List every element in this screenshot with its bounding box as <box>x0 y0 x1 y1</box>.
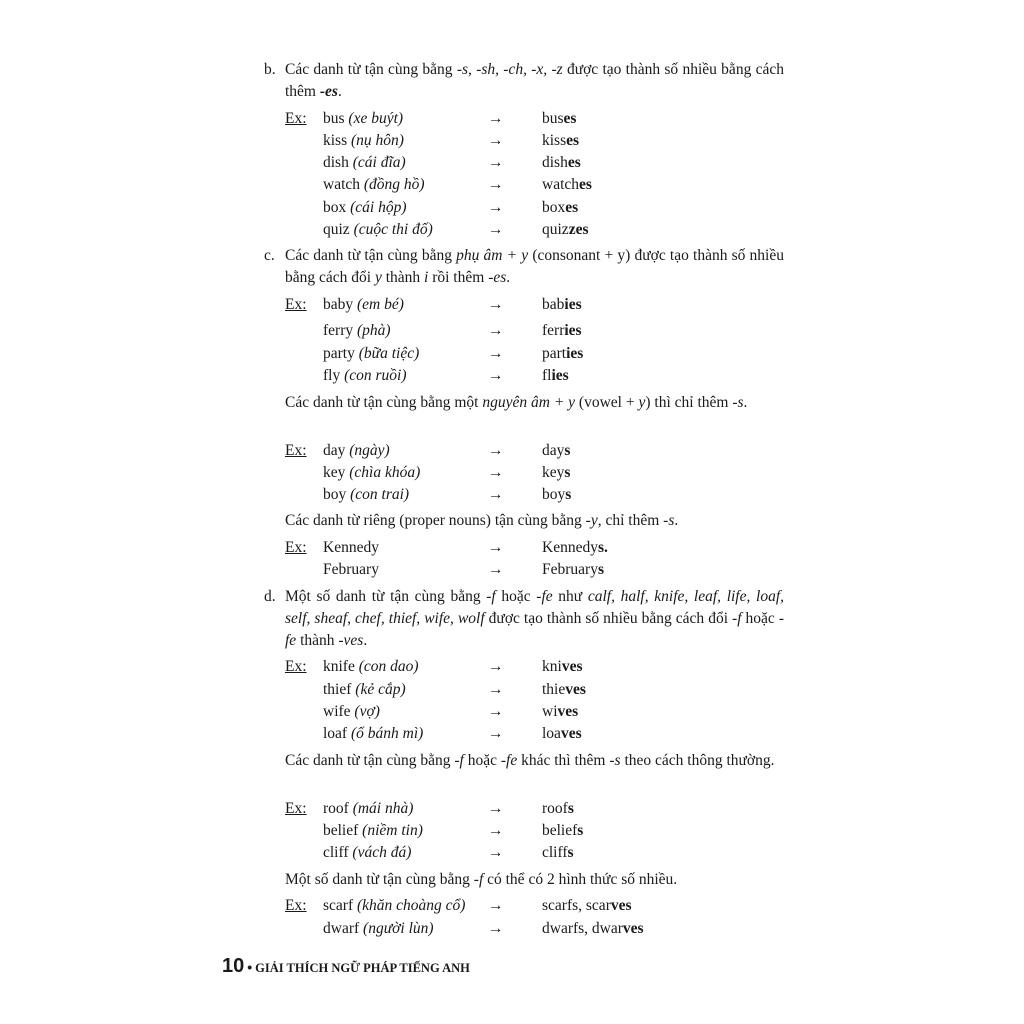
arrow-icon: → <box>488 725 504 742</box>
plural-ending: es <box>565 199 579 216</box>
section-marker: b. <box>264 61 276 78</box>
arrow-icon: → <box>488 110 504 127</box>
arrow-icon: → <box>488 367 504 384</box>
singular-word: bus (xe buýt) <box>323 110 404 127</box>
plural-word: days <box>542 442 571 459</box>
vietnamese-gloss: (cái hộp) <box>350 199 407 216</box>
vietnamese-gloss: (mái nhà) <box>352 800 414 817</box>
arrow-icon: → <box>488 658 504 675</box>
example-label: Ex: <box>285 800 307 817</box>
page-number: 10 <box>222 955 245 977</box>
example-row <box>285 537 785 559</box>
example-row <box>285 656 785 678</box>
vietnamese-gloss: (kẻ cắp) <box>355 681 406 698</box>
arrow-icon: → <box>488 561 504 578</box>
section-text: Các danh từ tận cùng bằng phụ âm + y (consonant + y) được tạo thành số nhiều bằng cách đổi y thành i rồi thêm -es. <box>285 247 784 286</box>
plural-word: Kennedys. <box>542 539 608 556</box>
plural-ending: ves <box>560 725 582 742</box>
example-row <box>285 679 785 701</box>
singular-word: quiz (cuộc thi đố) <box>323 221 433 238</box>
singular-word: baby (em bé) <box>323 296 404 313</box>
example-row <box>285 320 785 342</box>
plural-word: watches <box>542 176 592 193</box>
rule-paragraph: Các danh từ riêng (proper nouns) tận cùng bằng -y, chỉ thêm -s. <box>285 512 679 529</box>
vietnamese-gloss: (nụ hôn) <box>351 132 404 149</box>
singular-word: roof (mái nhà) <box>323 800 414 817</box>
example-row <box>285 108 785 130</box>
plural-ending: s <box>567 844 574 861</box>
example-row <box>285 197 785 219</box>
arrow-icon: → <box>488 822 504 839</box>
example-label: Ex: <box>285 897 307 914</box>
arrow-icon: → <box>488 345 504 362</box>
singular-word: scarf (khăn choàng cổ) <box>323 897 466 914</box>
arrow-icon: → <box>488 897 504 914</box>
arrow-icon: → <box>488 132 504 149</box>
vietnamese-gloss: (ổ bánh mì) <box>350 725 424 742</box>
singular-word: wife (vợ) <box>323 703 380 720</box>
plural-word: keys <box>542 464 571 481</box>
singular-word: day (ngày) <box>323 442 390 459</box>
singular-word: cliff (vách đá) <box>323 844 412 861</box>
plural-word: boys <box>542 486 572 503</box>
singular-word: dish (cái đĩa) <box>323 154 406 171</box>
arrow-icon: → <box>488 539 504 556</box>
singular-word: dwarf (người lùn) <box>323 920 434 937</box>
plural-word: dwarfs, dwarves <box>542 920 644 937</box>
example-label: Ex: <box>285 658 307 675</box>
singular-word: ferry (phà) <box>323 322 391 339</box>
singular-word: key (chìa khóa) <box>323 464 421 481</box>
plural-ending: s <box>577 822 584 839</box>
vietnamese-gloss: (cuộc thi đố) <box>353 221 433 238</box>
vietnamese-gloss: (vách đá) <box>352 844 412 861</box>
arrow-icon: → <box>488 296 504 313</box>
section-text: Một số danh từ tận cùng bằng -f hoặc -fe như calf, half, knife, leaf, life, loaf, self, sheaf, chef, thief, wife, wolf được tạo thành số nhiều bằng cách đổi -f hoặc -fe thành -ves. <box>285 588 785 649</box>
vietnamese-gloss: (con ruồi) <box>344 367 407 384</box>
section-b <box>264 59 784 103</box>
vietnamese-gloss: (đồng hồ) <box>363 176 425 193</box>
page-footer <box>222 955 470 978</box>
plural-ending: zes <box>568 221 589 238</box>
vietnamese-gloss: (khăn choàng cổ) <box>357 897 466 914</box>
example-row <box>285 294 785 316</box>
example-label: Ex: <box>285 442 307 459</box>
plural-word: cliffs <box>542 844 574 861</box>
arrow-icon: → <box>488 703 504 720</box>
example-row <box>285 219 785 241</box>
example-row <box>285 723 785 745</box>
plural-word: beliefs <box>542 822 584 839</box>
example-row <box>285 440 785 462</box>
plural-word: knives <box>542 658 583 675</box>
singular-word: belief (niềm tin) <box>323 822 423 839</box>
example-row <box>285 365 785 387</box>
section-marker: d. <box>264 588 276 605</box>
arrow-icon: → <box>488 322 504 339</box>
example-row <box>285 484 785 506</box>
plural-ending: s <box>565 486 572 503</box>
plural-word: dishes <box>542 154 581 171</box>
example-row <box>285 820 785 842</box>
rule-paragraph: Một số danh từ tận cùng bằng -f có thể có 2 hình thức số nhiều. <box>285 871 678 888</box>
singular-word: box (cái hộp) <box>323 199 407 216</box>
vietnamese-gloss: (con trai) <box>350 486 410 503</box>
rule-paragraph: Các danh từ tận cùng bằng một nguyên âm + y (vowel + y) thì chỉ thêm -s. <box>285 394 748 411</box>
example-label: Ex: <box>285 296 307 313</box>
vietnamese-gloss: (con dao) <box>358 658 419 675</box>
arrow-icon: → <box>488 800 504 817</box>
arrow-icon: → <box>488 844 504 861</box>
plural-word: parties <box>542 345 584 362</box>
example-row <box>285 462 785 484</box>
plural-ending: ies <box>551 367 569 384</box>
plural-ending: ies <box>566 345 584 362</box>
example-row <box>285 130 785 152</box>
plural-word: kisses <box>542 132 580 149</box>
plural-ending: ies <box>564 296 582 313</box>
section-c <box>264 245 784 289</box>
vietnamese-gloss: (phà) <box>357 322 391 339</box>
example-row <box>285 918 785 940</box>
plural-ending: ies <box>564 322 582 339</box>
example-label: Ex: <box>285 539 307 556</box>
plural-word: scarfs, scarves <box>542 897 632 914</box>
singular-word: loaf (ổ bánh mì) <box>323 725 424 742</box>
arrow-icon: → <box>488 221 504 238</box>
vietnamese-gloss: (vợ) <box>354 703 380 720</box>
plural-ending: s <box>597 561 604 578</box>
arrow-icon: → <box>488 681 504 698</box>
arrow-icon: → <box>488 464 504 481</box>
singular-word: fly (con ruồi) <box>323 367 407 384</box>
singular-word: Kennedy <box>323 539 379 556</box>
singular-word: watch (đồng hồ) <box>323 176 425 193</box>
arrow-icon: → <box>488 154 504 171</box>
plural-ending: s. <box>597 539 608 556</box>
section-d <box>264 586 784 652</box>
vietnamese-gloss: (bữa tiệc) <box>358 345 420 362</box>
plural-word: wives <box>542 703 579 720</box>
plural-word: loaves <box>542 725 582 742</box>
singular-word: knife (con dao) <box>323 658 419 675</box>
plural-word: quizzes <box>542 221 589 238</box>
vietnamese-gloss: (ngày) <box>349 442 390 459</box>
plural-ending: s <box>567 800 574 817</box>
arrow-icon: → <box>488 486 504 503</box>
plural-word: roofs <box>542 800 574 817</box>
section-text: Các danh từ tận cùng bằng -s, -sh, -ch, -x, -z được tạo thành số nhiều bằng cách thêm -es. <box>285 61 784 100</box>
singular-word: party (bữa tiệc) <box>323 345 420 362</box>
plural-ending: ves <box>622 920 644 937</box>
plural-ending: es <box>566 132 580 149</box>
plural-word: boxes <box>542 199 579 216</box>
plural-word: thieves <box>542 681 586 698</box>
vietnamese-gloss: (người lùn) <box>363 920 434 937</box>
section-marker: c. <box>264 247 275 264</box>
vietnamese-gloss: (chìa khóa) <box>349 464 421 481</box>
example-row <box>285 174 785 196</box>
plural-word: Februarys <box>542 561 604 578</box>
example-row <box>285 152 785 174</box>
plural-ending: es <box>579 176 592 193</box>
example-row <box>285 895 785 917</box>
plural-ending: ves <box>561 658 583 675</box>
arrow-icon: → <box>488 920 504 937</box>
singular-word: boy (con trai) <box>323 486 410 503</box>
plural-ending: ves <box>610 897 632 914</box>
plural-word: ferries <box>542 322 582 339</box>
footer-bullet: • <box>247 959 253 975</box>
arrow-icon: → <box>488 199 504 216</box>
arrow-icon: → <box>488 442 504 459</box>
example-row <box>285 343 785 365</box>
vietnamese-gloss: (niềm tin) <box>362 822 423 839</box>
example-row <box>285 701 785 723</box>
plural-ending: ves <box>565 681 586 698</box>
plural-ending: es <box>563 110 577 127</box>
plural-ending: es <box>567 154 581 171</box>
plural-ending: ves <box>557 703 579 720</box>
example-label: Ex: <box>285 110 307 127</box>
vietnamese-gloss: (cái đĩa) <box>352 154 406 171</box>
rule-paragraph: Các danh từ tận cùng bằng -f hoặc -fe khác thì thêm -s theo cách thông thường. <box>285 752 775 769</box>
vietnamese-gloss: (em bé) <box>357 296 404 313</box>
example-row <box>285 842 785 864</box>
singular-word: February <box>323 561 379 578</box>
plural-word: flies <box>542 367 569 384</box>
book-title: GIẢI THÍCH NGỮ PHÁP TIẾNG ANH <box>255 961 470 975</box>
arrow-icon: → <box>488 176 504 193</box>
plural-word: babies <box>542 296 582 313</box>
singular-word: thief (kẻ cắp) <box>323 681 406 698</box>
example-row <box>285 798 785 820</box>
example-row <box>285 559 785 581</box>
vietnamese-gloss: (xe buýt) <box>348 110 404 127</box>
singular-word: kiss (nụ hôn) <box>323 132 404 149</box>
plural-ending: s <box>564 442 571 459</box>
plural-ending: s <box>564 464 571 481</box>
plural-word: buses <box>542 110 577 127</box>
